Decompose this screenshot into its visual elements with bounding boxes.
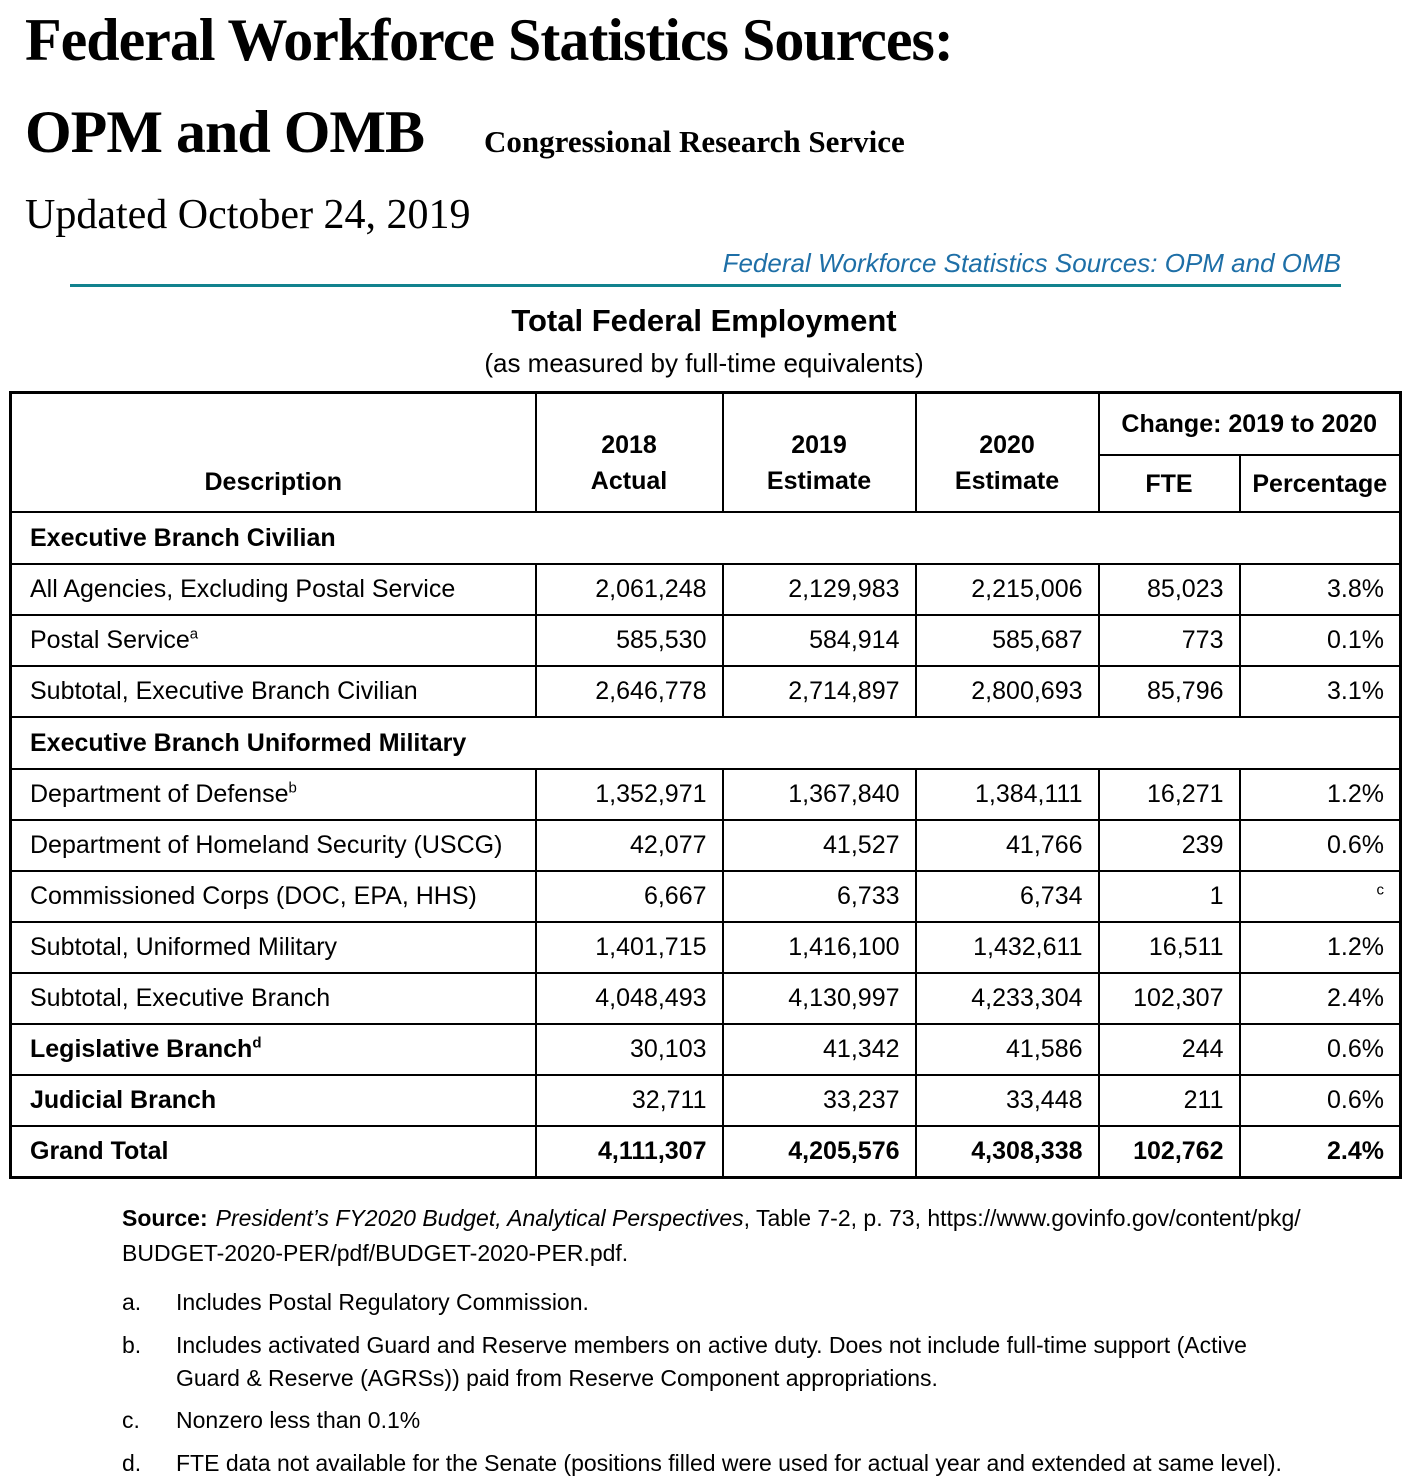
table-row <box>11 1024 1401 1075</box>
footnote-item <box>122 1447 1408 1480</box>
cell-2020-estimate: 585,687 <box>916 615 1099 666</box>
footnote-marker: a <box>189 625 199 643</box>
employment-table <box>9 391 1402 1179</box>
col-header-2019-estimate <box>723 393 916 513</box>
cell-change-fte: 16,271 <box>1099 769 1240 820</box>
cell-2018-actual: 4,111,307 <box>536 1126 723 1178</box>
cell-2018-actual: 1,352,971 <box>536 769 723 820</box>
table-row <box>11 666 1401 717</box>
cell-change-percentage: 3.1% <box>1240 666 1401 717</box>
col-header-2019-kind: Estimate <box>766 466 872 495</box>
cell-change-fte: 102,762 <box>1099 1126 1240 1178</box>
cell-change-percentage: 1.2% <box>1240 922 1401 973</box>
source-citation-url: BUDGET-2020-PER/pdf/BUDGET-2020-PER.pdf. <box>122 1239 629 1266</box>
cell-2019-estimate: 1,367,840 <box>723 769 916 820</box>
col-header-2020-year: 2020 <box>979 430 1035 459</box>
cell-2020-estimate: 6,734 <box>916 871 1099 922</box>
col-header-change-span: Change: 2019 to 2020 <box>1099 393 1401 456</box>
section-label: Executive Branch Civilian <box>11 512 1401 564</box>
table-row <box>11 1075 1401 1126</box>
footnote-marker: b <box>288 779 297 797</box>
row-description: Legislative Branch$^d$ <box>11 1024 536 1075</box>
footnote-marker: d <box>252 1034 262 1052</box>
cell-change-percentage: 2.4% <box>1240 973 1401 1024</box>
cell-change-percentage: 0.6% <box>1240 820 1401 871</box>
cell-2018-actual: 32,711 <box>536 1075 723 1126</box>
footnote-item <box>122 1404 1408 1437</box>
cell-2018-actual: 585,530 <box>536 615 723 666</box>
col-header-description: Description <box>11 393 536 513</box>
cell-change-percentage: 3.8% <box>1240 564 1401 615</box>
col-header-2018-year: 2018 <box>601 430 657 459</box>
row-description: Subtotal, Executive Branch Civilian <box>11 666 536 717</box>
col-header-2018-actual <box>536 393 723 513</box>
source-citation-rest: , Table 7-2, p. 73, https://www.govinfo.gov/content/pkg/ <box>743 1205 1301 1232</box>
source-label: Source: <box>122 1205 208 1232</box>
section-label: Executive Branch Uniformed Military <box>11 717 1401 769</box>
col-header-fte: FTE <box>1099 455 1240 512</box>
cell-2020-estimate: 1,432,611 <box>916 922 1099 973</box>
agency-name: Congressional Research Service <box>484 124 905 159</box>
cell-2018-actual: 6,667 <box>536 871 723 922</box>
footnote-text: Includes Postal Regulatory Commission. <box>176 1289 589 1316</box>
cell-2019-estimate: 584,914 <box>723 615 916 666</box>
running-header <box>70 248 1341 287</box>
table-header-row-top <box>11 393 1401 456</box>
row-description: All Agencies, Excluding Postal Service <box>11 564 536 615</box>
cell-2019-estimate: 41,527 <box>723 820 916 871</box>
cell-2019-estimate: 6,733 <box>723 871 916 922</box>
cell-2020-estimate: 4,308,338 <box>916 1126 1099 1178</box>
col-header-2019-year: 2019 <box>791 430 847 459</box>
cell-change-percentage: 2.4% <box>1240 1126 1401 1178</box>
table-row <box>11 564 1401 615</box>
row-description: Commissioned Corps (DOC, EPA, HHS) <box>11 871 536 922</box>
cell-change-fte: 244 <box>1099 1024 1240 1075</box>
footnote-marker: c <box>1376 881 1385 899</box>
cell-2019-estimate: 1,416,100 <box>723 922 916 973</box>
cell-change-fte: 773 <box>1099 615 1240 666</box>
cell-2019-estimate: 41,342 <box>723 1024 916 1075</box>
table-row <box>11 820 1401 871</box>
footnote-item <box>122 1286 1408 1319</box>
source-note <box>122 1201 1408 1270</box>
cell-change-fte: 85,023 <box>1099 564 1240 615</box>
cell-2020-estimate: 2,215,006 <box>916 564 1099 615</box>
cell-2018-actual: 30,103 <box>536 1024 723 1075</box>
document-page <box>0 7 1408 1480</box>
cell-2019-estimate: 33,237 <box>723 1075 916 1126</box>
table-row <box>11 973 1401 1024</box>
report-title-line1: Federal Workforce Statistics Sources: <box>25 7 953 73</box>
cell-change-fte: 85,796 <box>1099 666 1240 717</box>
cell-2018-actual: 2,646,778 <box>536 666 723 717</box>
section-header-row <box>11 512 1401 564</box>
cell-2020-estimate: 33,448 <box>916 1075 1099 1126</box>
cell-2019-estimate: 4,130,997 <box>723 973 916 1024</box>
cell-change-fte: 1 <box>1099 871 1240 922</box>
cell-2020-estimate: 4,233,304 <box>916 973 1099 1024</box>
report-title-line2-row <box>25 99 1408 165</box>
cell-2019-estimate: 2,714,897 <box>723 666 916 717</box>
cell-change-percentage: 0.1% <box>1240 615 1401 666</box>
table-row <box>11 615 1401 666</box>
cell-change-fte: 239 <box>1099 820 1240 871</box>
col-header-2020-estimate <box>916 393 1099 513</box>
footnote-text: FTE data not available for the Senate (positions filled were used for actual year and extended at same level). <box>176 1449 1282 1476</box>
footnote-list <box>122 1286 1408 1480</box>
cell-2018-actual: 4,048,493 <box>536 973 723 1024</box>
row-description: Judicial Branch <box>11 1075 536 1126</box>
section-header-row <box>11 717 1401 769</box>
cell-2018-actual: 42,077 <box>536 820 723 871</box>
col-header-percentage: Percentage <box>1240 455 1401 512</box>
cell-2019-estimate: 2,129,983 <box>723 564 916 615</box>
footnote-text: Nonzero less than 0.1% <box>176 1407 421 1434</box>
footnote-letter: d. <box>122 1449 142 1476</box>
row-description: Subtotal, Executive Branch <box>11 973 536 1024</box>
footnote-letter: c. <box>122 1407 140 1434</box>
cell-2020-estimate: 2,800,693 <box>916 666 1099 717</box>
table-subtitle: (as measured by full-time equivalents) <box>484 348 924 379</box>
col-header-2020-kind: Estimate <box>954 466 1060 495</box>
cell-change-fte: 102,307 <box>1099 973 1240 1024</box>
row-description: Postal Service$^a$ <box>11 615 536 666</box>
cell-2019-estimate: 4,205,576 <box>723 1126 916 1178</box>
cell-2020-estimate: 1,384,111 <box>916 769 1099 820</box>
cell-change-percentage: 0.6% <box>1240 1024 1401 1075</box>
cell-2020-estimate: 41,586 <box>916 1024 1099 1075</box>
table-row <box>11 922 1401 973</box>
cell-2018-actual: 1,401,715 <box>536 922 723 973</box>
cell-change-percentage: 0.6% <box>1240 1075 1401 1126</box>
table-title: Total Federal Employment <box>511 303 897 339</box>
footnote-letter: a. <box>122 1289 142 1316</box>
table-row <box>11 769 1401 820</box>
footnote-letter: b. <box>122 1331 142 1358</box>
footnote-text: Includes activated Guard and Reserve members on active duty. Does not include full-time support (Active Guard & Reserve (AGRSs)) paid from Reserve Component appropriations. <box>176 1331 1247 1391</box>
footnote-item <box>122 1329 1408 1396</box>
employment-table-body <box>11 512 1401 1178</box>
cell-change-percentage <box>1240 871 1401 922</box>
row-description: Subtotal, Uniformed Military <box>11 922 536 973</box>
col-header-2018-kind: Actual <box>590 466 668 495</box>
cell-2020-estimate: 41,766 <box>916 820 1099 871</box>
cell-change-percentage: 1.2% <box>1240 769 1401 820</box>
cell-change-fte: 211 <box>1099 1075 1240 1126</box>
cell-2018-actual: 2,061,248 <box>536 564 723 615</box>
table-row <box>11 871 1401 922</box>
grand-total-row <box>11 1126 1401 1178</box>
report-title-line2: OPM and OMB <box>25 99 425 165</box>
running-header-link[interactable]: Federal Workforce Statistics Sources: OPM and OMB <box>722 248 1341 279</box>
row-description: Grand Total <box>11 1126 536 1178</box>
source-citation-italic: President’s FY2020 Budget, Analytical Perspectives <box>215 1205 744 1232</box>
updated-date: Updated October 24, 2019 <box>25 192 471 238</box>
footnotes-section <box>122 1201 1408 1480</box>
cell-change-fte: 16,511 <box>1099 922 1240 973</box>
row-description: Department of Defense$^b$ <box>11 769 536 820</box>
row-description: Department of Homeland Security (USCG) <box>11 820 536 871</box>
